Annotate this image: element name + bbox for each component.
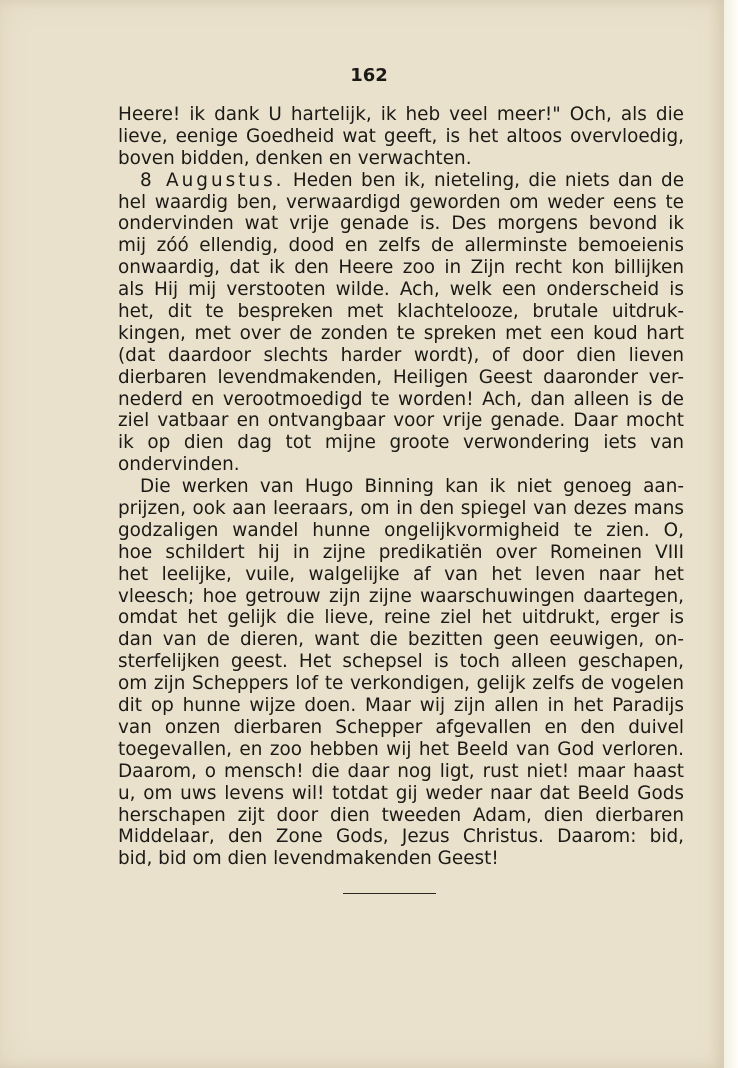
text-line: u, om uws levens wil! totdat gij weder naar dat Beeld Gods bbox=[118, 782, 684, 804]
page-body bbox=[118, 104, 684, 870]
text-line: om zijn Scheppers lof te verkondigen, gelijk zelfs de vogelen bbox=[118, 673, 684, 695]
text-line: kingen, met over de zonden te spreken met een koud hart bbox=[118, 322, 684, 344]
text-line: (dat daardoor slechts harder wordt), of door dien lieven bbox=[118, 344, 684, 366]
text-line-with-date bbox=[118, 170, 684, 192]
text-line: bid, bid om dien levendmakenden Geest! bbox=[118, 848, 499, 870]
text-line: boven bidden, denken en verwachten. bbox=[118, 147, 472, 169]
text-line: hoe schildert hij in zijne predikatiën over Romeinen VIII bbox=[118, 541, 684, 563]
text-line: sterfelijken geest. Het schepsel is toch alleen geschapen, bbox=[118, 651, 684, 673]
text-line: prijzen, ook aan leeraars, om in den spiegel van dezes mans bbox=[118, 498, 684, 520]
text-line: Die werken van Hugo Binning kan ik niet genoeg aan- bbox=[140, 476, 684, 498]
text-line: dierbaren levendmakenden, Heiligen Geest daaronder ver- bbox=[118, 366, 684, 388]
text-line: Middelaar, den Zone Gods, Jezus Christus. Daarom: bid, bbox=[118, 826, 684, 848]
page-edge bbox=[724, 0, 738, 1068]
text-line: mij zóó ellendig, dood en zelfs de allerminste bemoeienis bbox=[118, 235, 684, 257]
text-line: hel waardig ben, verwaardigd geworden om weder eens te bbox=[118, 191, 684, 213]
text-line: ik op dien dag tot mijne groote verwondering iets van bbox=[118, 432, 684, 454]
text-line: Daarom, o mensch! die daar nog ligt, rust niet! maar haast bbox=[118, 760, 684, 782]
text-line: lieve, eenige Goedheid wat geeft, is het altoos overvloedig, bbox=[118, 125, 684, 147]
text-line: als Hij mij verstooten wilde. Ach, welk een onderscheid is bbox=[118, 279, 684, 301]
text-line: vleesch; hoe getrouw zijn zijne waarschuwingen daartegen, bbox=[118, 585, 684, 607]
text-line: onwaardig, dat ik den Heere zoo in Zijn recht kon billijken bbox=[118, 257, 684, 279]
text-line: nederd en verootmoedigd te worden! Ach, dan alleen is de bbox=[118, 388, 684, 410]
text-line: Heere! ik dank U hartelijk, ik heb veel meer!" Och, als die bbox=[118, 104, 684, 125]
text-line: het, dit te bespreken met klachtelooze, brutale uitdruk- bbox=[118, 301, 684, 323]
text-line: dan van de dieren, want die bezitten geen eeuwigen, on- bbox=[118, 629, 684, 651]
text-line: het leelijke, vuile, walgelijke af van het leven naar het bbox=[118, 563, 684, 585]
text-line: herschapen zijt door dien tweeden Adam, dien dierbaren bbox=[118, 804, 684, 826]
end-divider bbox=[343, 893, 436, 894]
text-line: godzaligen wandel hunne ongelijkvormigheid te zien. O, bbox=[118, 519, 684, 541]
text-line: ziel vatbaar en ontvangbaar voor vrije genade. Daar mocht bbox=[118, 410, 684, 432]
text-line: van onzen dierbaren Schepper afgevallen en den duivel bbox=[118, 716, 684, 738]
page-number: 162 bbox=[350, 65, 388, 86]
text-line: dit op hunne wijze doen. Maar wij zijn allen in het Paradijs bbox=[118, 695, 684, 717]
text-line-fragment: Heden ben ik, nieteling, die niets dan de bbox=[292, 169, 685, 191]
text-line: toegevallen, en zoo hebben wij het Beeld van God verloren. bbox=[118, 738, 684, 760]
text-line: ondervinden wat vrije genade is. Des morgens bevond ik bbox=[118, 213, 684, 235]
text-line: omdat het gelijk die lieve, reine ziel het uitdrukt, erger is bbox=[118, 607, 684, 629]
text-line: ondervinden. bbox=[118, 454, 240, 476]
diary-date: 8 Augustus. bbox=[140, 169, 285, 191]
